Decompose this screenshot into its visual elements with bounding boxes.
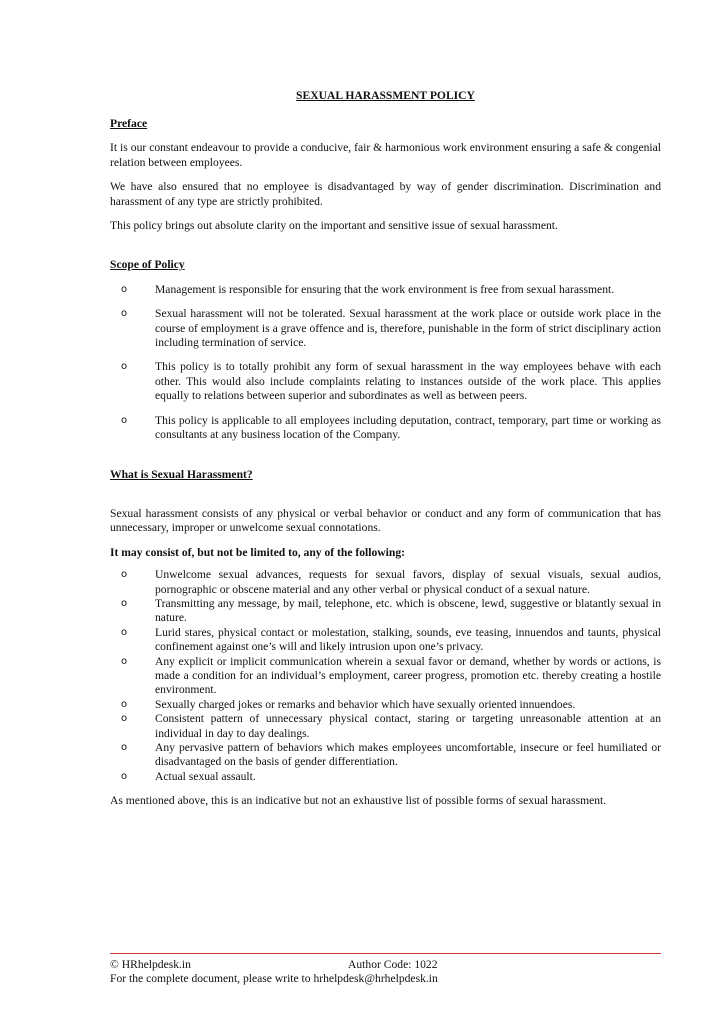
list-item <box>110 360 661 403</box>
list-item <box>110 698 661 712</box>
document-title: SEXUAL HARASSMENT POLICY <box>296 89 475 102</box>
preface-heading: Preface <box>110 117 148 130</box>
footer-author-code: Author Code: 1022 <box>348 958 438 971</box>
list-item <box>110 283 661 297</box>
bullet-icon: o <box>121 698 128 710</box>
definition-closing: As mentioned above, this is an indicative but not an exhaustive list of possible forms of sexual harassment. <box>110 794 607 808</box>
list-item-text: Management is responsible for ensuring that the work environment is free from sexual harassment. <box>155 282 615 296</box>
definition-list-intro: It may consist of, but not be limited to, any of the following: <box>110 545 405 559</box>
list-item <box>110 770 661 784</box>
list-item-text: Actual sexual assault. <box>155 769 256 783</box>
list-item-text: Any explicit or implicit communication wherein a sexual favor or demand, whether by words or actions, is made a condition for an individual’s employment, career progress, promotion etc. thereby creating a hostile environment. <box>155 654 661 697</box>
scope-list <box>110 283 661 443</box>
scope-heading: Scope of Policy <box>110 258 185 272</box>
list-item <box>110 712 661 741</box>
bullet-icon: o <box>121 770 128 782</box>
bullet-icon: o <box>121 713 128 725</box>
document-body <box>110 117 661 809</box>
list-item-text: This policy is applicable to all employees including deputation, contract, temporary, part time or working as consultants at any business location of the Company. <box>155 413 661 442</box>
page-footer <box>110 958 661 986</box>
document-page <box>110 0 661 1030</box>
bullet-icon: o <box>121 597 128 609</box>
list-item-text: This policy is to totally prohibit any form of sexual harassment in the way employees behave with each other. This would also include complaints relating to instances outside of the work place. This applies equally to relations between superior and subordinates as well as between peers. <box>155 360 661 403</box>
list-item-text: Sexually charged jokes or remarks and behavior which have sexually oriented innuendoes. <box>155 697 576 711</box>
list-item <box>110 626 661 655</box>
bullet-icon: o <box>121 283 128 295</box>
bullet-icon: o <box>121 626 128 638</box>
definition-list <box>110 568 661 784</box>
list-item-text: Unwelcome sexual advances, requests for sexual favors, display of sexual visuals, sexual audios, pornographic or obscene material and any other verbal or physical conduct of a sexual nature. <box>155 568 661 596</box>
footer-contact: For the complete document, please write to hrhelpdesk@hrhelpdesk.in <box>110 972 438 985</box>
list-item-text: Sexual harassment will not be tolerated. Sexual harassment at the work place or outside work place in the course of employment is a grave offence and is, therefore, punishable in the form of strict disciplinary action including termination of service. <box>155 307 661 350</box>
list-item-text: Any pervasive pattern of behaviors which makes employees uncomfortable, insecure or feel humiliated or disadvantaged on the basis of gender differentiation. <box>155 741 661 769</box>
preface-paragraph: We have also ensured that no employee is disadvantaged by way of gender discrimination. Discrimination and harassment of any type are strictly prohibited. <box>110 180 661 208</box>
list-item <box>110 741 661 770</box>
preface-paragraph: This policy brings out absolute clarity on the important and sensitive issue of sexual harassment. <box>110 219 558 233</box>
list-item <box>110 568 661 597</box>
preface-paragraph: It is our constant endeavour to provide a conducive, fair & harmonious work environment ensuring a safe & congenial relation between employees. <box>110 141 661 169</box>
list-item <box>110 414 661 443</box>
list-item <box>110 307 661 350</box>
bullet-icon: o <box>121 569 128 581</box>
bullet-icon: o <box>121 414 128 426</box>
bullet-icon: o <box>121 308 128 320</box>
bullet-icon: o <box>121 655 128 667</box>
definition-paragraph: Sexual harassment consists of any physical or verbal behavior or conduct and any form of communication that has unnecessary, improper or unwelcome sexual connotations. <box>110 506 661 535</box>
definition-heading: What is Sexual Harassment? <box>110 467 253 481</box>
list-item-text: Transmitting any message, by mail, telephone, etc. which is obscene, lewd, suggestive or blatantly sexual in nature. <box>155 596 661 625</box>
list-item-text: Lurid stares, physical contact or molestation, stalking, sounds, eve teasing, innuendos and taunts, physical confinement against one’s will and likely intrusion upon one’s privacy. <box>155 625 661 654</box>
footer-divider <box>110 953 661 954</box>
bullet-icon: o <box>121 742 128 753</box>
list-item <box>110 597 661 626</box>
bullet-icon: o <box>121 361 128 373</box>
footer-copyright: © HRhelpdesk.in <box>110 958 191 971</box>
list-item <box>110 655 661 698</box>
list-item-text: Consistent pattern of unnecessary physical contact, staring or targeting unreasonable attention at an individual in day to day dealings. <box>155 712 661 740</box>
